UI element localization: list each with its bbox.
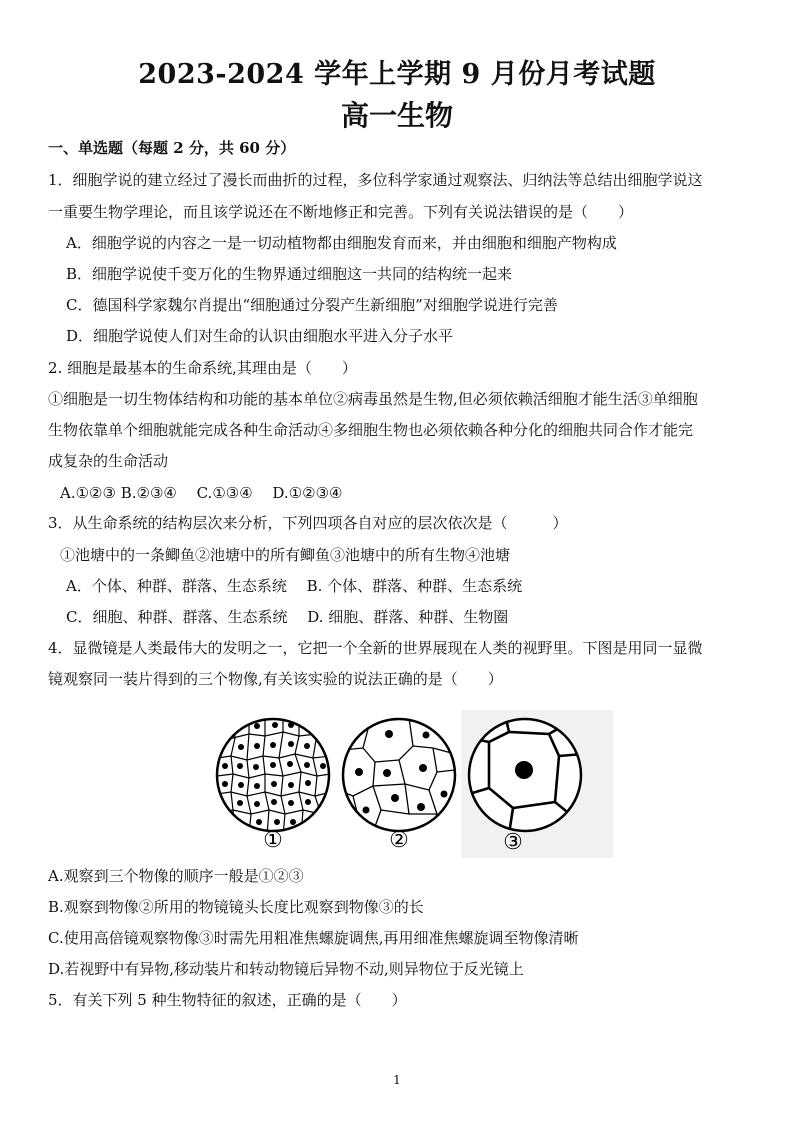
q4-option-d: D.若视野中有异物,移动装片和转动物镜后异物不动,则异物位于反光镜上 — [48, 960, 524, 978]
q2-statement-line1: ①细胞是一切生物体结构和功能的基本单位②病毒虽然是生物,但必须依赖活细胞才能生活③单细胞 — [48, 390, 698, 408]
q2-options: A.①②③ B.②③④ C.①③④ D.①②③④ — [60, 484, 343, 502]
q3-items: ①池塘中的一条鲫鱼②池塘中的所有鲫鱼③池塘中的所有生物④池塘 — [60, 546, 511, 564]
q4-stem-line1: 4．显微镜是人类最伟大的发明之一，它把一个全新的世界展现在人类的视野里。下图是用同一显微 — [48, 639, 703, 657]
q4-option-b: B.观察到物像②所用的物镜镜头长度比观察到物像③的长 — [48, 898, 424, 916]
q1-option-d: D．细胞学说使人们对生命的认识由细胞水平进入分子水平 — [66, 327, 454, 345]
q3-options-cd: C．细胞、种群、群落、生态系统 D. 细胞、群落、种群、生物圈 — [66, 608, 509, 626]
q2-stem: 2. 细胞是最基本的生命系统,其理由是（ ） — [48, 359, 357, 377]
page-number: 1 — [393, 1073, 401, 1087]
q4-option-c: C.使用高倍镜观察物像③时需先用粗准焦螺旋调焦,再用细准焦螺旋调至物像清晰 — [48, 929, 579, 947]
q1-option-a: A．细胞学说的内容之一是一切动植物都由细胞发育而来，并由细胞和细胞产物构成 — [66, 234, 617, 252]
q3-options-ab: A．个体、种群、群落、生态系统 B. 个体、群落、种群、生态系统 — [66, 577, 523, 595]
q1-option-c: C．德国科学家魏尔肖提出“细胞通过分裂产生新细胞”对细胞学说进行完善 — [66, 296, 558, 314]
section-heading: 一、单选题（每题 2 分，共 60 分） — [48, 139, 296, 157]
q3-stem: 3．从生命系统的结构层次来分析，下列四项各自对应的层次依次是（ ） — [48, 514, 568, 532]
microscope-images-figure — [213, 710, 613, 858]
exam-title: 2023-2024 学年上学期 9 月份月考试题 — [138, 59, 656, 90]
q2-statement-line3: 成复杂的生命活动 — [48, 452, 169, 470]
q5-stem: 5．有关下列 5 种生物特征的叙述，正确的是（ ） — [48, 991, 407, 1009]
figure-label-3: ③ — [503, 830, 523, 855]
q2-statement-line2: 生物依靠单个细胞就能完成各种生命活动④多细胞生物也必须依赖各种分化的细胞共同合作才能完 — [48, 421, 694, 439]
figure-label-2: ② — [389, 828, 409, 853]
q4-stem-line2: 镜观察同一装片得到的三个物像,有关该实验的说法正确的是（ ） — [48, 670, 503, 688]
microscope-view-2 — [343, 718, 455, 832]
q1-stem-line2: 一重要生物学理论，而且该学说还在不断地修正和完善。下列有关说法错误的是（ ） — [48, 203, 634, 221]
figure-label-1: ① — [263, 828, 283, 853]
microscope-view-1 — [217, 715, 331, 835]
q4-option-a: A.观察到三个物像的顺序一般是①②③ — [48, 867, 304, 885]
q1-stem-line1: 1．细胞学说的建立经过了漫长而曲折的过程，多位科学家通过观察法、归纳法等总结出细胞学说这 — [48, 171, 703, 189]
q1-option-b: B．细胞学说使千变万化的生物界通过细胞这一共同的结构统一起来 — [66, 265, 513, 283]
exam-subject: 高一生物 — [340, 99, 453, 132]
